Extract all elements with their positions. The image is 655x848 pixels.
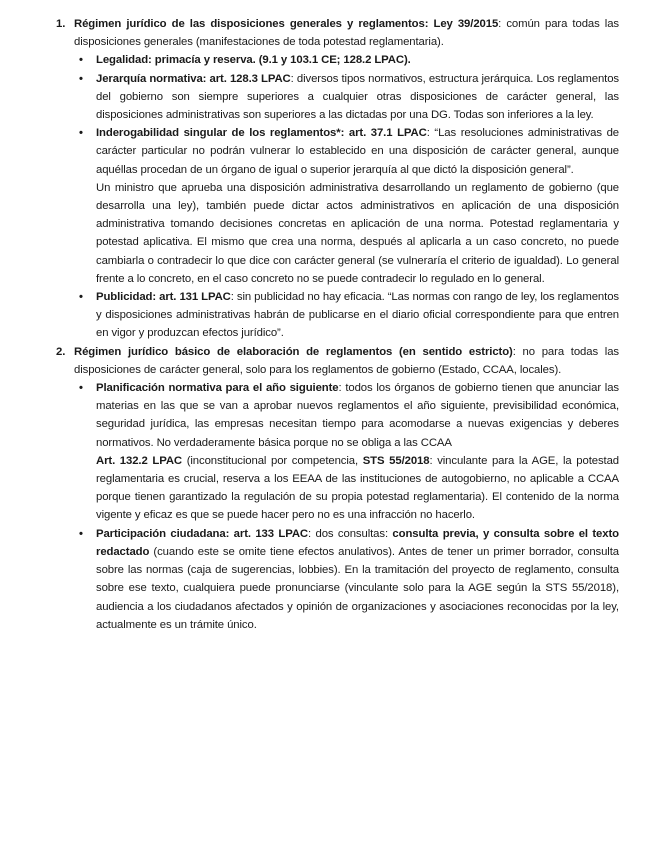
article-paragraph: [96, 452, 619, 525]
item-title: Participación ciudadana: art. 133 LPAC: [96, 527, 309, 540]
bullet-icon: •: [79, 127, 83, 140]
article-text-pre: (inconstitucional por competencia,: [182, 454, 363, 467]
section-1: [56, 15, 619, 51]
item-title: Inderogabilidad singular de los reglamentos*: art. 37.1 LPAC: [96, 127, 427, 140]
item-text-post: (cuando este se omite tiene efectos anulativos). Antes de tener un primer borrador, consulta sobre las normas (caja de sugerencias, lobbies). En la tramitación del proyecto de reglamento, consulta sobre ese texto, cualquiera puede pronunciarse (vinculante solo para la AGE según la STS 55/2018), audiencia a los ciudadanos afectados y opinión de organizaciones y asociaciones reconocidas por la ley, actualmente es un trámite único.: [96, 545, 619, 631]
article-title: Art. 132.2 LPAC: [96, 454, 183, 467]
section-title: Régimen jurídico de las disposiciones generales y reglamentos: Ley 39/2015: [74, 18, 499, 30]
item-bold-mid: consulta previa, y consulta sobre el texto redactado: [96, 527, 619, 558]
section-1-items: [76, 51, 619, 342]
item-text: : todos los órganos de gobierno tienen que anunciar las materias en las que se van a aprobar nuevos reglamentos el año siguiente, previsibilidad económica, seguridad jurídica, las empresas necesitan tiempo para acomodarse a nuevas exigencias y deberes normativos. No verdaderamente básica porque no se obliga a las CCAA: [96, 382, 619, 449]
section-intro: : común para todas las disposiciones generales (manifestaciones de toda potestad reglamentaria).: [74, 18, 620, 49]
item-text: : diversos tipos normativos, estructura jerárquica. Los reglamentos del gobierno son siempre superiores a cualquier otras disposiciones de carácter general, las disposiciones administrativas son superiores a las dictadas por una DG. Todas son inferiores a la ley.: [96, 72, 619, 122]
item-title: Legalidad: primacía y reserva. (9.1 y 103.1 CE; 128.2 LPAC).: [96, 54, 411, 67]
list-item: [76, 51, 619, 69]
bullet-icon: •: [79, 527, 83, 540]
item-title: Planificación normativa para el año siguiente: [96, 382, 339, 395]
bullet-icon: •: [79, 382, 83, 395]
item-title: Jerarquía normativa: art. 128.3 LPAC: [96, 72, 291, 85]
bullet-icon: •: [79, 54, 83, 67]
section-number: 1.: [56, 18, 66, 30]
list-item: [76, 525, 619, 634]
article-text-post: : vinculante para la AGE, la potestad reglamentaria es crucial, reserva a los EEAA de las instituciones de autogobierno, no aplicable a CCAA porque tienen garantizado la regulación de su propia potestad reglamentaria). El contenido de la norma vigente y eficaz es que se puede hacer pero no es una infracción no hacerlo.: [96, 454, 620, 522]
section-number: 2.: [56, 345, 66, 358]
item-text: : “Las resoluciones administrativas de carácter particular no podrán vulnerar lo establecido en una disposición de carácter general, aunque aquéllas procedan de un órgano de igual o superior jerarquía al que dictó la disposición general”.: [96, 127, 620, 176]
section-heading: [74, 343, 619, 379]
list-item: [76, 288, 619, 343]
sts-reference: STS 55/2018: [362, 454, 430, 467]
item-text-pre: : dos consultas:: [308, 527, 393, 540]
section-2-items: [76, 379, 619, 634]
section-heading: [74, 15, 619, 51]
item-text: : sin publicidad no hay eficacia. “Las normas con rango de ley, los reglamentos y disposiciones administrativas habrán de publicarse en el diario oficial correspondiente para que entren en vigor y produzcan efectos jurídico”.: [96, 291, 619, 340]
list-item: [76, 379, 619, 525]
section-intro: : no para todas las disposiciones de carácter general, solo para los reglamentos de gobierno (Estado, CCAA, locales).: [74, 345, 619, 376]
list-item: [76, 124, 619, 288]
section-2: [56, 343, 619, 379]
item-title: Publicidad: art. 131 LPAC: [96, 291, 231, 304]
section-title: Régimen jurídico básico de elaboración de reglamentos (en sentido estricto): [74, 345, 513, 358]
bullet-icon: •: [79, 72, 83, 85]
list-item: [76, 70, 619, 125]
bullet-icon: •: [79, 291, 83, 304]
item-extra-paragraph: Un ministro que aprueba una disposición administrativa desarrollando un reglamento de gobierno (que desarrolla una ley), también puede dictar actos administrativos en aplicación de una disposición administrativa tomando decisiones concretas en aplicación de una norma. Potestad reglamentaria y potestad aplicativa. El mismo que crea una norma, después al aplicarla a un caso concreto, no puede cambiarla o contradecir lo que dice con carácter general (se vulneraría el criterio de igualdad). Lo general frente a lo concreto, en el caso concreto no se puede contradecir lo regulado en lo general.: [96, 181, 619, 285]
